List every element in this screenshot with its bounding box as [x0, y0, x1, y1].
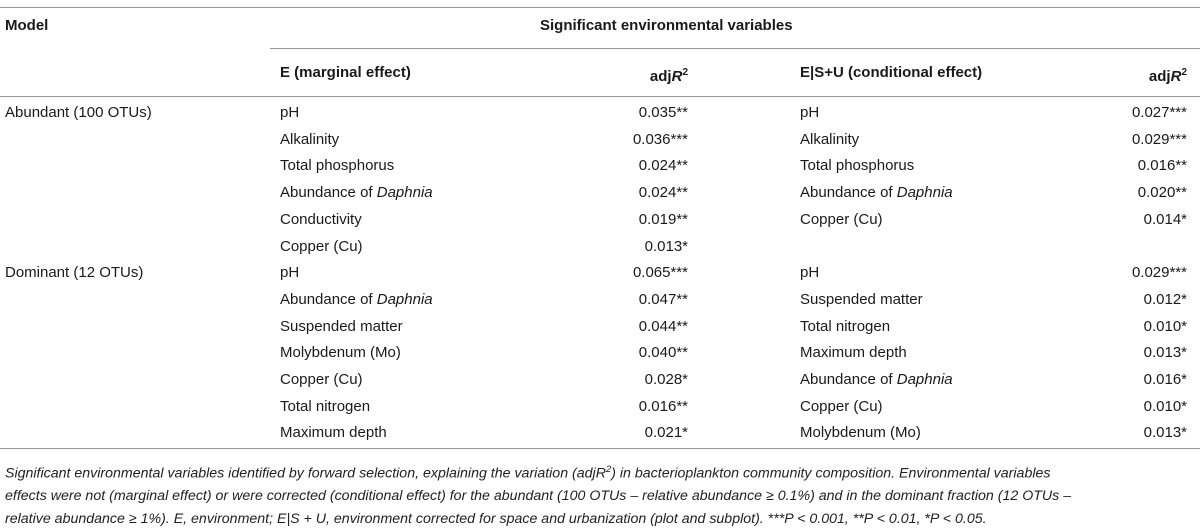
marginal-variable-cell: Copper (Cu) [280, 238, 363, 255]
marginal-variable-cell: Total nitrogen [280, 398, 371, 415]
marginal-adj-r2-cell: 0.016** [638, 398, 688, 415]
header-adj-r2-conditional: adjR$^2$ [1148, 67, 1187, 85]
conditional-variable-cell: Copper (Cu) [800, 398, 883, 415]
marginal-adj-r2-cell: 0.024** [638, 184, 688, 201]
marginal-adj-r2-cell: 0.021* [644, 424, 688, 441]
bottom-rule [0, 448, 1200, 449]
header-rule [0, 96, 1200, 97]
marginal-variable-cell: Suspended matter [280, 318, 403, 335]
marginal-adj-r2-cell: 0.040** [638, 344, 688, 361]
conditional-adj-r2-cell: 0.016* [1143, 371, 1187, 388]
marginal-adj-r2-cell: 0.035** [638, 104, 688, 121]
marginal-variable-cell: Alkalinity [280, 131, 340, 148]
header-adj-r2-marginal: adjR$^2$ [649, 67, 688, 85]
group-rule [270, 48, 1200, 49]
marginal-variable-cell: pH [280, 104, 300, 121]
conditional-adj-r2-cell: 0.014* [1143, 211, 1187, 228]
marginal-adj-r2-cell: 0.065*** [632, 264, 688, 281]
conditional-adj-r2-cell: 0.029*** [1131, 264, 1187, 281]
conditional-variable-cell: Copper (Cu) [800, 211, 883, 228]
marginal-adj-r2-cell: 0.019** [638, 211, 688, 228]
conditional-variable-cell: Total nitrogen [800, 318, 891, 335]
conditional-variable-cell: Maximum depth [800, 344, 907, 361]
model-cell: Abundant (100 OTUs) [5, 104, 152, 121]
conditional-variable-cell: Suspended matter [800, 291, 923, 308]
conditional-variable-cell: Abundance of Daphnia [800, 184, 953, 201]
marginal-variable-cell: Total phosphorus [280, 157, 395, 174]
marginal-adj-r2-cell: 0.036*** [632, 131, 688, 148]
conditional-adj-r2-cell: 0.027*** [1131, 104, 1187, 121]
conditional-variable-cell: Alkalinity [800, 131, 860, 148]
marginal-adj-r2-cell: 0.013* [644, 238, 688, 255]
marginal-adj-r2-cell: 0.047** [638, 291, 688, 308]
marginal-variable-cell: Molybdenum (Mo) [280, 344, 401, 361]
marginal-variable-cell: Conductivity [280, 211, 362, 228]
header-e-marginal: E (marginal effect) [280, 64, 411, 81]
conditional-adj-r2-cell: 0.013* [1143, 344, 1187, 361]
conditional-adj-r2-cell: 0.012* [1143, 291, 1187, 308]
header-group: Significant environmental variables [540, 17, 793, 34]
conditional-adj-r2-cell: 0.010* [1143, 398, 1187, 415]
top-rule [0, 7, 1200, 8]
marginal-variable-cell: Copper (Cu) [280, 371, 363, 388]
header-model: Model [5, 17, 49, 34]
conditional-variable-cell: Total phosphorus [800, 157, 915, 174]
conditional-variable-cell: pH [800, 264, 820, 281]
marginal-variable-cell: Maximum depth [280, 424, 387, 441]
marginal-variable-cell: Abundance of Daphnia [280, 291, 433, 308]
marginal-adj-r2-cell: 0.024** [638, 157, 688, 174]
model-cell: Dominant (12 OTUs) [5, 264, 144, 281]
conditional-adj-r2-cell: 0.016** [1137, 157, 1187, 174]
conditional-adj-r2-cell: 0.020** [1137, 184, 1187, 201]
conditional-variable-cell: Abundance of Daphnia [800, 371, 953, 388]
conditional-adj-r2-cell: 0.010* [1143, 318, 1187, 335]
marginal-variable-cell: pH [280, 264, 300, 281]
marginal-adj-r2-cell: 0.044** [638, 318, 688, 335]
marginal-variable-cell: Abundance of Daphnia [280, 184, 433, 201]
header-e-conditional: E|S+U (conditional effect) [800, 64, 983, 81]
conditional-adj-r2-cell: 0.013* [1143, 424, 1187, 441]
table-caption: Significant environmental variables identified by forward selection, explaining the variation (adjR$^2$) in bacterioplankton community composition. Environmental variables effects were not (marginal effect) or were corrected (conditional effect) for the abundant (100 OTUs – relative abundance ≥ 0.1%) and in the dominant fraction (12 OTUs – relative abundance ≥ 1%). E, environment; E|S + U, environment corrected for space and urbanization (plot and subplot). ***P < 0.001, **P < 0.01, *P < 0.05. [5, 464, 1072, 527]
conditional-adj-r2-cell: 0.029*** [1131, 131, 1187, 148]
conditional-variable-cell: Molybdenum (Mo) [800, 424, 921, 441]
marginal-adj-r2-cell: 0.028* [644, 371, 688, 388]
conditional-variable-cell: pH [800, 104, 820, 121]
